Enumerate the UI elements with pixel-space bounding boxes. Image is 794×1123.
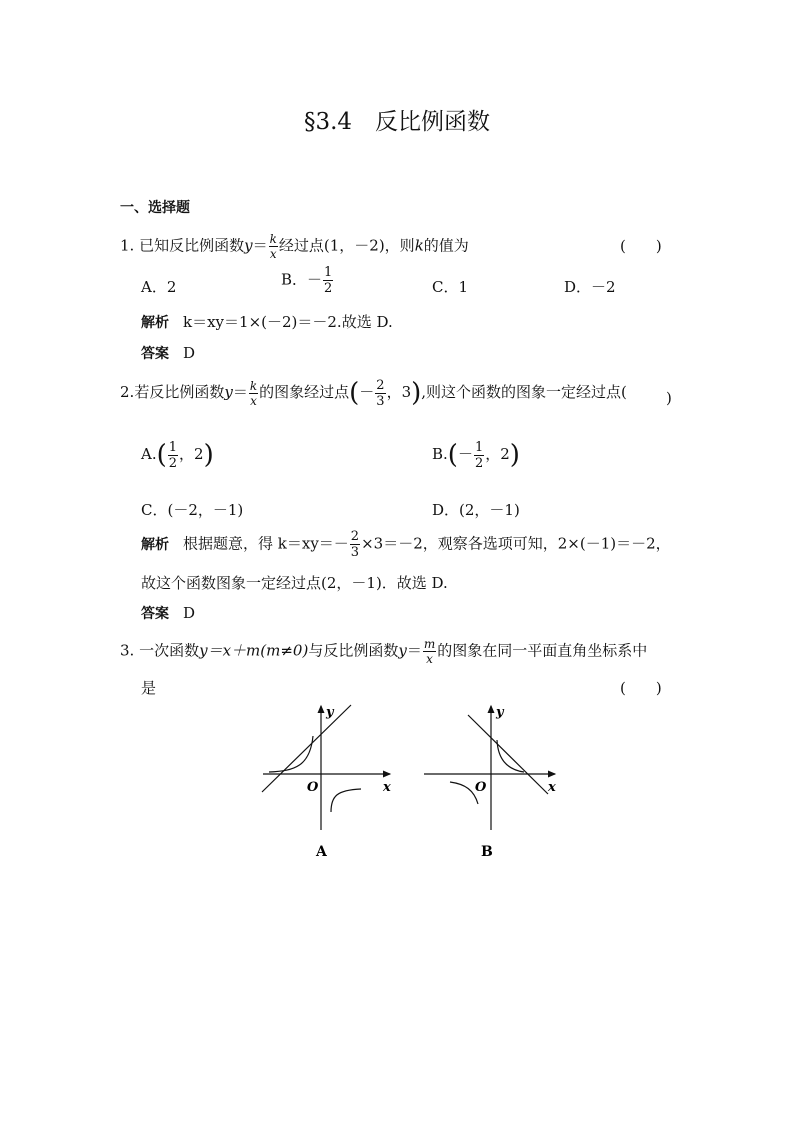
q1-frac-num: k <box>269 232 277 246</box>
graph-b-y-label: y <box>496 705 504 720</box>
q1-option-b-num: 1 <box>324 265 333 280</box>
q1-eq: ＝ <box>252 236 268 255</box>
q3-line2: 是 <box>141 679 157 697</box>
graph-a <box>255 700 400 860</box>
graph-a-curve-upper <box>269 736 313 772</box>
q3-eq: ＝ <box>406 641 422 660</box>
q2-option-b-num: 1 <box>474 439 484 455</box>
q1-explanation-text: k＝xy＝1×(－2)＝－2.故选 D. <box>183 313 393 331</box>
q1-answer-paren: ( ) <box>620 237 662 255</box>
q2-text-pre: 若反比例函数 <box>134 383 225 401</box>
question-2 <box>120 378 627 408</box>
q2-option-b-den: 2 <box>474 455 484 471</box>
q3-text-mid: 与反比例函数 <box>308 641 399 660</box>
q1-number: 1. <box>120 236 135 255</box>
q2-explanation-den: 3 <box>350 545 360 560</box>
q1-option-d: D．－2 <box>564 278 616 296</box>
question-1 <box>120 233 469 260</box>
q1-text-post: 经过点(1，－2)，则 <box>278 236 415 255</box>
q2-point-den: 3 <box>376 393 385 409</box>
q1-option-a: A．2 <box>141 278 177 296</box>
graph-a-label: A <box>316 844 327 860</box>
q1-explanation <box>141 311 393 332</box>
q2-option-a-label: A. <box>141 445 157 463</box>
q1-explanation-label: 解析 <box>141 315 169 331</box>
q1-text-pre: 已知反比例函数 <box>139 236 245 255</box>
graph-b-label: B <box>481 844 493 860</box>
graph-b-curve-upper <box>497 740 524 772</box>
q2-rparen: ) <box>411 378 422 408</box>
q2-eq: ＝ <box>232 383 248 401</box>
q2-option-b-fraction <box>474 441 484 470</box>
q2-option-a <box>141 440 214 470</box>
q2-explanation-pre: 根据题意，得 k＝xy＝－ <box>183 534 349 553</box>
section-heading: 一、选择题 <box>120 200 190 216</box>
q2-explanation-label: 解析 <box>141 536 169 553</box>
q1-option-b-label: B．－ <box>281 270 323 289</box>
q1-answer-value: D <box>183 344 196 362</box>
graph-a-x-label: x <box>383 780 391 795</box>
graph-a-origin: O <box>307 780 319 795</box>
q2-lparen: ( <box>349 378 360 408</box>
q2-option-a-rparen: ) <box>203 440 214 470</box>
q2-point-neg: － <box>359 383 375 401</box>
q1-option-b-fraction <box>323 266 333 295</box>
graph-b <box>420 700 565 860</box>
q2-option-b-rest: ，2 <box>485 445 510 463</box>
q1-option-b <box>281 266 334 295</box>
q2-text-post: ,则这个函数的图象一定经过点( <box>421 383 627 401</box>
graph-a-linear-line <box>262 705 351 792</box>
q2-explanation-line2: 故这个函数图象一定经过点(2，－1)．故选 D. <box>141 574 448 592</box>
q2-explanation-post: ×3＝－2，观察各选项可知，2×(－1)＝－2， <box>361 534 671 553</box>
q1-frac-den: x <box>269 247 277 261</box>
q3-frac-num: m <box>423 637 436 651</box>
q3-text-pre: 一次函数 <box>139 641 200 660</box>
graph-b-origin: O <box>475 780 487 795</box>
q3-linear-expr: y＝x＋m(m≠0) <box>199 641 309 660</box>
q2-option-b-lparen: ( <box>447 440 458 470</box>
q1-option-c: C．1 <box>432 278 469 296</box>
q3-answer-paren: ( ) <box>620 679 662 697</box>
question-3 <box>120 638 647 665</box>
q2-option-a-den: 2 <box>168 455 178 471</box>
q2-option-b-rparen: ) <box>509 440 520 470</box>
q2-number: 2. <box>120 383 135 401</box>
q2-point-fraction <box>375 379 385 408</box>
page-title: §3.4 反比例函数 <box>303 109 491 135</box>
graph-a-curve-lower <box>331 789 361 812</box>
graph-a-y-label: y <box>326 705 334 720</box>
q1-answer-label: 答案 <box>141 346 169 362</box>
q1-answer <box>141 343 195 363</box>
q2-frac-num: k <box>249 378 258 393</box>
q2-option-d: D．(2，－1) <box>432 501 520 519</box>
q2-point-num: 2 <box>376 377 385 393</box>
q2-option-a-fraction <box>168 441 178 470</box>
q2-option-a-num: 1 <box>168 439 178 455</box>
q2-answer-value: D <box>183 604 196 622</box>
q2-fraction <box>249 380 258 407</box>
q2-option-b <box>432 440 520 470</box>
q2-explanation <box>141 530 671 559</box>
q2-answer-paren-close: ) <box>666 389 672 407</box>
q1-k: k <box>414 236 424 255</box>
q2-option-a-rest: ，2 <box>179 445 204 463</box>
q3-text-post: 的图象在同一平面直角坐标系中 <box>437 641 648 660</box>
q3-frac-den: x <box>426 652 433 666</box>
graph-b-curve-lower <box>450 782 478 804</box>
q1-y: y <box>244 236 253 255</box>
q2-explanation-num: 2 <box>350 529 360 544</box>
q2-frac-den: x <box>250 393 257 408</box>
q2-option-b-neg: － <box>457 445 473 463</box>
q2-option-c: C．(－2，－1) <box>141 501 244 519</box>
q1-option-b-den: 2 <box>324 281 333 296</box>
q2-text-mid: 的图象经过点 <box>259 383 350 401</box>
q1-text-end: 的值为 <box>423 236 469 255</box>
q3-y: y <box>398 641 407 660</box>
q2-explanation-fraction <box>350 530 360 559</box>
q2-answer-label: 答案 <box>141 606 169 622</box>
graph-b-x-label: x <box>548 780 556 795</box>
q2-option-a-lparen: ( <box>156 440 167 470</box>
q3-fraction <box>423 638 436 665</box>
q1-fraction <box>269 233 278 260</box>
q2-point-rest: ，3 <box>386 383 412 401</box>
q3-number: 3. <box>120 641 135 660</box>
q2-y: y <box>224 383 233 401</box>
q2-option-b-label: B. <box>432 445 448 463</box>
q2-answer <box>141 603 195 623</box>
